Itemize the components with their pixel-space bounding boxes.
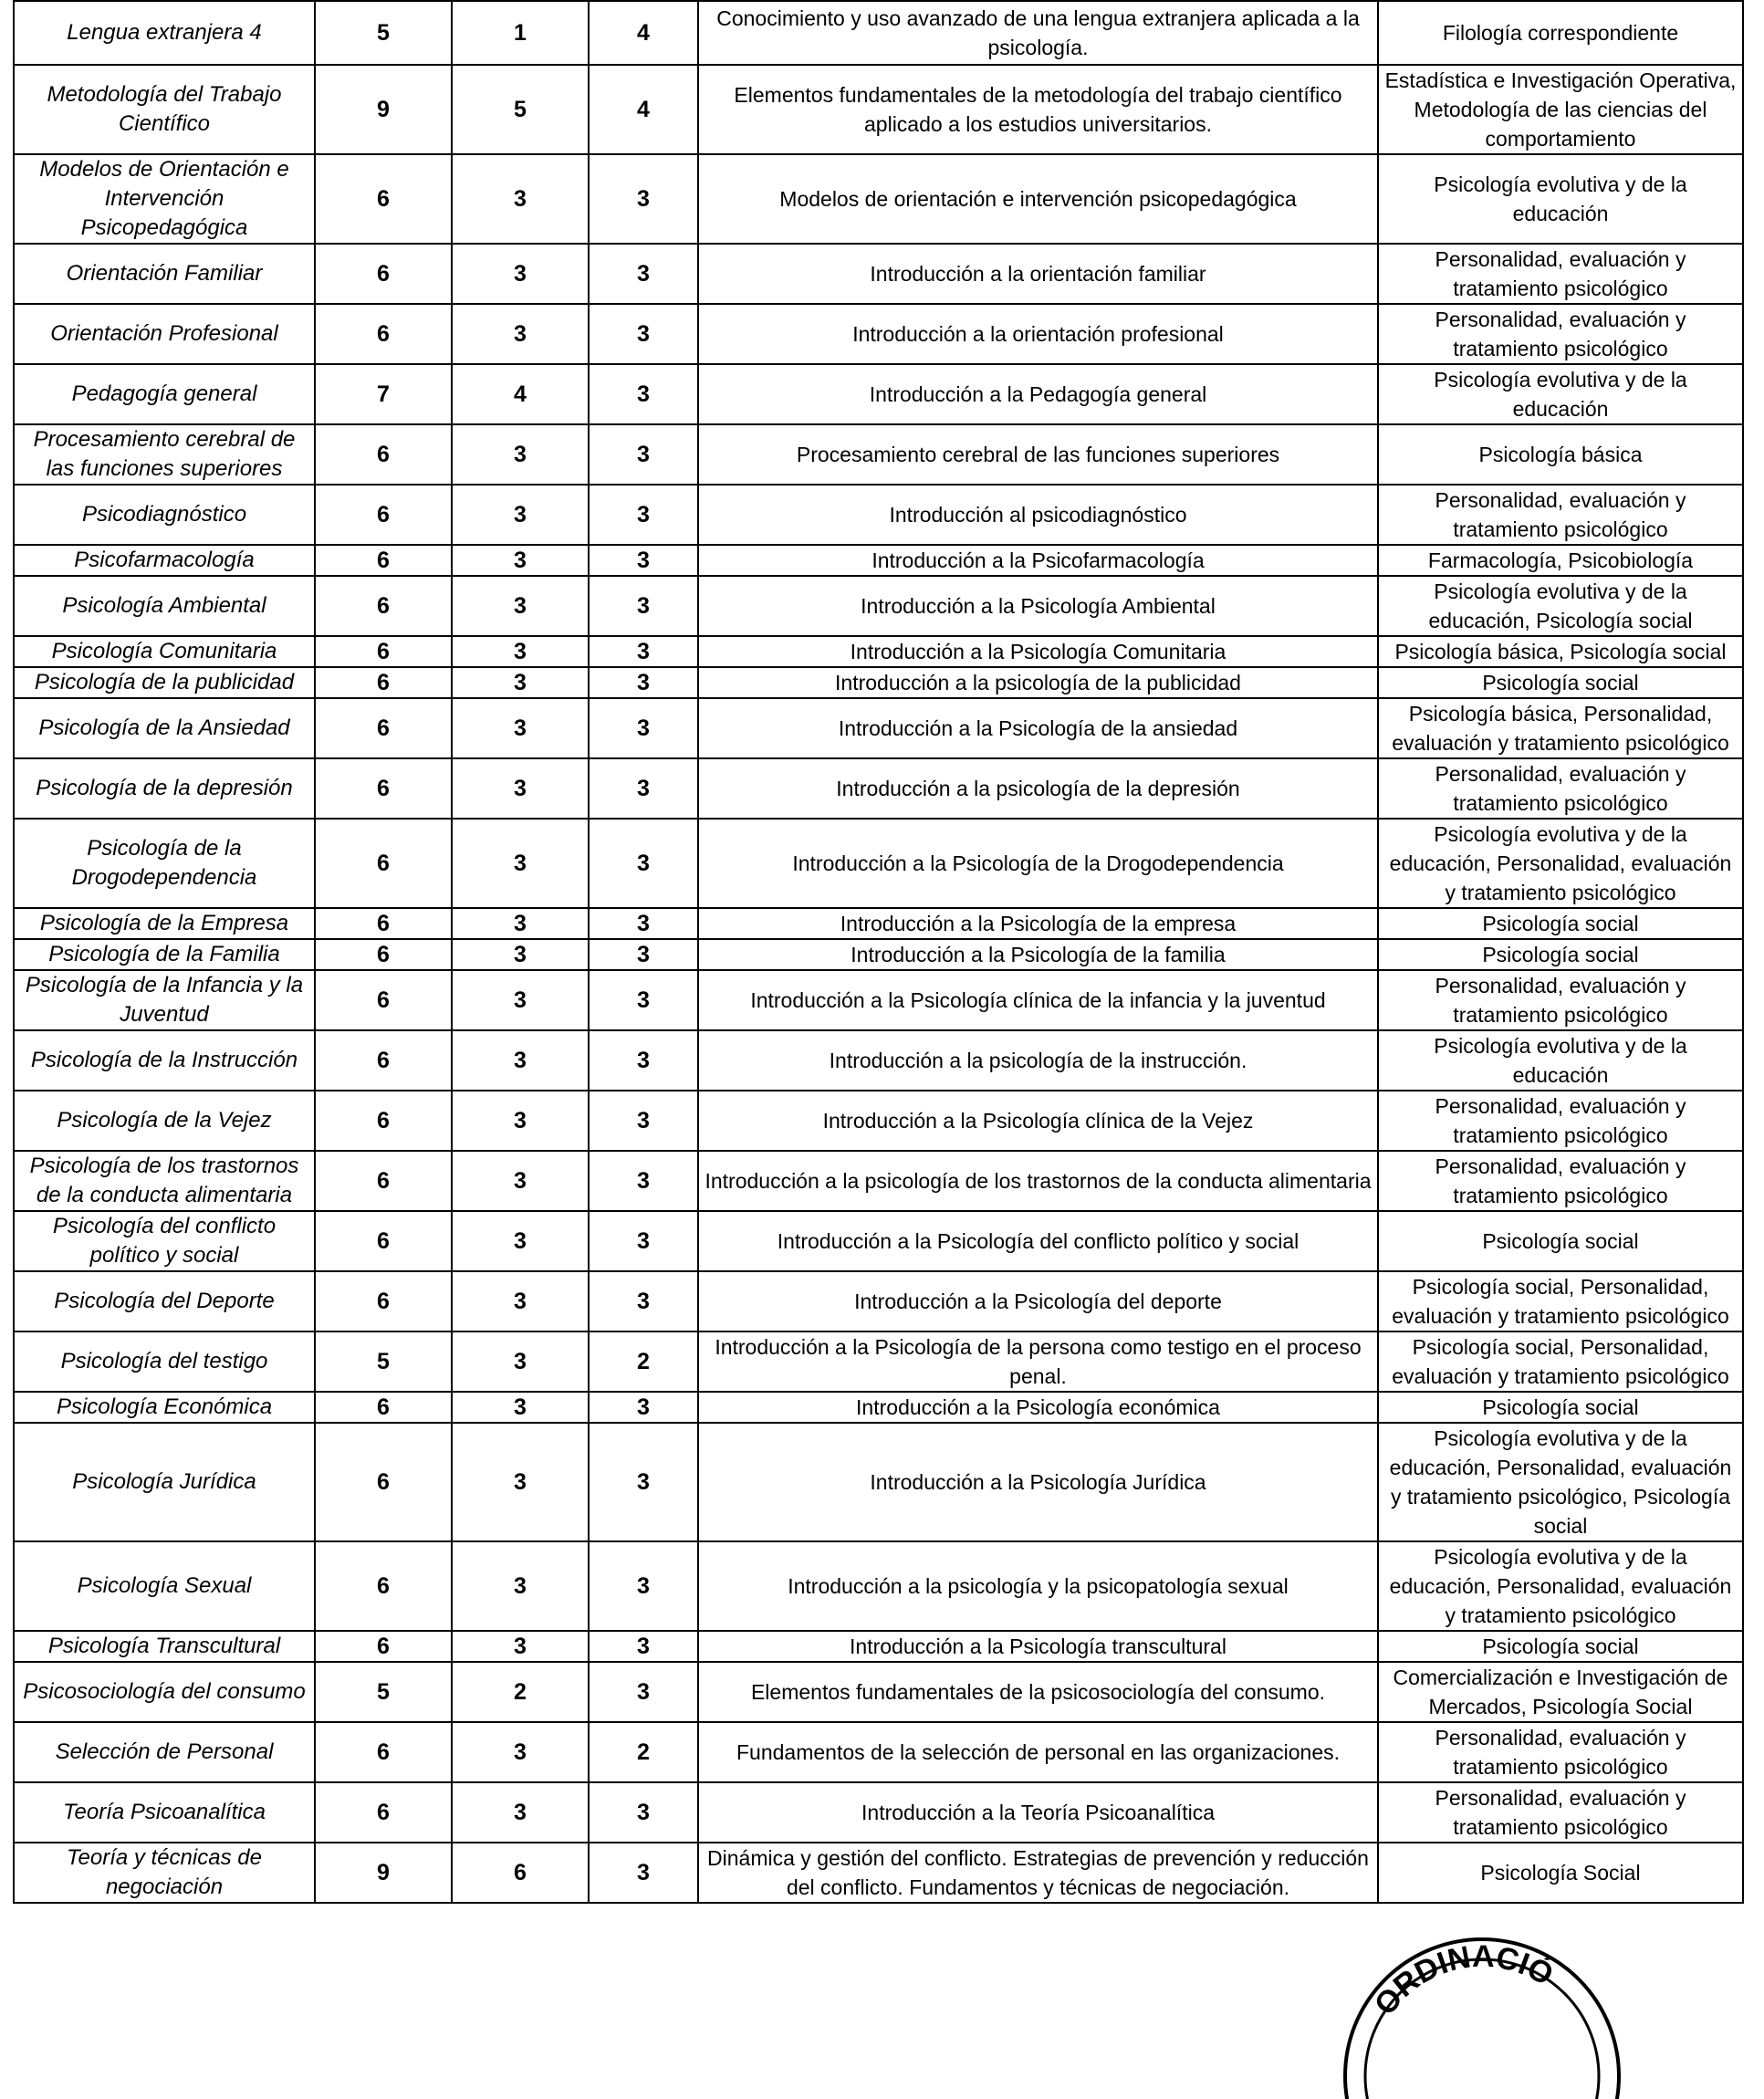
- official-stamp: [1336, 1916, 1628, 2099]
- course-name-cell: Pedagogía general: [14, 364, 315, 424]
- course-name-cell: Psicología de la Familia: [14, 939, 315, 970]
- table-row: [14, 154, 1743, 244]
- course-name-cell: Psicodiagnóstico: [14, 485, 315, 545]
- table-row: [14, 304, 1743, 364]
- practical-credits-cell: 3: [589, 1662, 698, 1722]
- table-row: [14, 424, 1743, 485]
- table-row: [14, 1782, 1743, 1843]
- theory-credits-cell: 3: [452, 1631, 589, 1662]
- total-credits-cell: 6: [315, 636, 452, 667]
- description-cell: Introducción a la psicología de la instrucción.: [698, 1030, 1378, 1091]
- knowledge-area-cell: Psicología social: [1378, 667, 1743, 698]
- description-cell: Introducción a la Psicología económica: [698, 1392, 1378, 1423]
- table-row: [14, 1631, 1743, 1662]
- total-credits-cell: 6: [315, 1030, 452, 1091]
- knowledge-area-cell: Psicología evolutiva y de la educación: [1378, 364, 1743, 424]
- theory-credits-cell: 1: [452, 1, 589, 65]
- description-cell: Introducción a la Pedagogía general: [698, 364, 1378, 424]
- total-credits-cell: 6: [315, 304, 452, 364]
- practical-credits-cell: 3: [589, 154, 698, 244]
- total-credits-cell: 6: [315, 908, 452, 939]
- table-row: [14, 698, 1743, 758]
- theory-credits-cell: 3: [452, 758, 589, 819]
- practical-credits-cell: 4: [589, 1, 698, 65]
- description-cell: Introducción a la Psicología clínica de la infancia y la juventud: [698, 970, 1378, 1030]
- total-credits-cell: 6: [315, 1211, 452, 1271]
- practical-credits-cell: 3: [589, 1843, 698, 1903]
- description-cell: Procesamiento cerebral de las funciones superiores: [698, 424, 1378, 485]
- practical-credits-cell: 3: [589, 908, 698, 939]
- practical-credits-cell: 3: [589, 1271, 698, 1331]
- practical-credits-cell: 3: [589, 1211, 698, 1271]
- knowledge-area-cell: Estadística e Investigación Operativa, Metodología de las ciencias del comportamiento: [1378, 65, 1743, 154]
- total-credits-cell: 6: [315, 1151, 452, 1211]
- stamp-text: ORDINACIÓ: [1367, 1938, 1560, 2022]
- description-cell: Introducción a la Psicología Jurídica: [698, 1423, 1378, 1541]
- total-credits-cell: 6: [315, 1091, 452, 1151]
- theory-credits-cell: 3: [452, 970, 589, 1030]
- description-cell: Introducción a la Psicología Comunitaria: [698, 636, 1378, 667]
- theory-credits-cell: 3: [452, 1030, 589, 1091]
- practical-credits-cell: 3: [589, 970, 698, 1030]
- description-cell: Introducción a la Psicología clínica de la Vejez: [698, 1091, 1378, 1151]
- total-credits-cell: 6: [315, 1722, 452, 1782]
- total-credits-cell: 6: [315, 1271, 452, 1331]
- practical-credits-cell: 3: [589, 667, 698, 698]
- theory-credits-cell: 3: [452, 424, 589, 485]
- practical-credits-cell: 3: [589, 304, 698, 364]
- total-credits-cell: 6: [315, 1541, 452, 1631]
- table-row: [14, 65, 1743, 154]
- practical-credits-cell: 3: [589, 698, 698, 758]
- course-name-cell: Lengua extranjera 4: [14, 1, 315, 65]
- total-credits-cell: 6: [315, 154, 452, 244]
- course-name-cell: Psicología Transcultural: [14, 1631, 315, 1662]
- table-row: [14, 939, 1743, 970]
- total-credits-cell: 6: [315, 1782, 452, 1843]
- theory-credits-cell: 3: [452, 939, 589, 970]
- course-name-cell: Psicología Comunitaria: [14, 636, 315, 667]
- practical-credits-cell: 3: [589, 244, 698, 304]
- table-row: [14, 1331, 1743, 1392]
- table-row: [14, 1662, 1743, 1722]
- total-credits-cell: 5: [315, 1662, 452, 1722]
- table-row: [14, 819, 1743, 908]
- table-row: [14, 1722, 1743, 1782]
- knowledge-area-cell: Psicología social: [1378, 1392, 1743, 1423]
- table-row: [14, 1271, 1743, 1331]
- theory-credits-cell: 3: [452, 1541, 589, 1631]
- knowledge-area-cell: Personalidad, evaluación y tratamiento psicológico: [1378, 1782, 1743, 1843]
- knowledge-area-cell: Psicología evolutiva y de la educación: [1378, 1030, 1743, 1091]
- description-cell: Introducción a la Psicología de la ansiedad: [698, 698, 1378, 758]
- total-credits-cell: 6: [315, 970, 452, 1030]
- total-credits-cell: 5: [315, 1331, 452, 1392]
- knowledge-area-cell: Personalidad, evaluación y tratamiento psicológico: [1378, 244, 1743, 304]
- description-cell: Introducción al psicodiagnóstico: [698, 485, 1378, 545]
- theory-credits-cell: 3: [452, 1782, 589, 1843]
- knowledge-area-cell: Psicología social: [1378, 1211, 1743, 1271]
- theory-credits-cell: 3: [452, 1211, 589, 1271]
- knowledge-area-cell: Psicología evolutiva y de la educación, Psicología social: [1378, 576, 1743, 636]
- total-credits-cell: 6: [315, 1631, 452, 1662]
- theory-credits-cell: 3: [452, 304, 589, 364]
- table-row: [14, 1151, 1743, 1211]
- description-cell: Fundamentos de la selección de personal en las organizaciones.: [698, 1722, 1378, 1782]
- total-credits-cell: 6: [315, 939, 452, 970]
- course-name-cell: Psicología de la Infancia y la Juventud: [14, 970, 315, 1030]
- knowledge-area-cell: Psicología básica, Psicología social: [1378, 636, 1743, 667]
- knowledge-area-cell: Filología correspondiente: [1378, 1, 1743, 65]
- course-name-cell: Psicología Ambiental: [14, 576, 315, 636]
- theory-credits-cell: 3: [452, 636, 589, 667]
- course-name-cell: Psicología del conflicto político y social: [14, 1211, 315, 1271]
- table-row: [14, 1, 1743, 65]
- course-name-cell: Psicología Jurídica: [14, 1423, 315, 1541]
- table-row: [14, 970, 1743, 1030]
- total-credits-cell: 6: [315, 485, 452, 545]
- knowledge-area-cell: Psicología social: [1378, 939, 1743, 970]
- practical-credits-cell: 3: [589, 364, 698, 424]
- description-cell: Introducción a la Psicología Ambiental: [698, 576, 1378, 636]
- description-cell: Introducción a la Psicología de la Drogodependencia: [698, 819, 1378, 908]
- table-row: [14, 636, 1743, 667]
- knowledge-area-cell: Psicología social: [1378, 908, 1743, 939]
- table-row: [14, 364, 1743, 424]
- description-cell: Introducción a la orientación familiar: [698, 244, 1378, 304]
- table-row: [14, 1030, 1743, 1091]
- total-credits-cell: 9: [315, 65, 452, 154]
- svg-text:ORDINACIÓ: [1368, 1939, 1560, 2021]
- description-cell: Introducción a la Psicología de la persona como testigo en el proceso penal.: [698, 1331, 1378, 1392]
- knowledge-area-cell: Personalidad, evaluación y tratamiento psicológico: [1378, 970, 1743, 1030]
- table-row: [14, 244, 1743, 304]
- table-row: [14, 1541, 1743, 1631]
- theory-credits-cell: 4: [452, 364, 589, 424]
- total-credits-cell: 6: [315, 576, 452, 636]
- practical-credits-cell: 4: [589, 65, 698, 154]
- knowledge-area-cell: Farmacología, Psicobiología: [1378, 545, 1743, 576]
- knowledge-area-cell: Psicología evolutiva y de la educación, Personalidad, evaluación y tratamiento psicológico: [1378, 1541, 1743, 1631]
- course-name-cell: Psicología de la Ansiedad: [14, 698, 315, 758]
- knowledge-area-cell: Personalidad, evaluación y tratamiento psicológico: [1378, 304, 1743, 364]
- knowledge-area-cell: Personalidad, evaluación y tratamiento psicológico: [1378, 485, 1743, 545]
- total-credits-cell: 7: [315, 364, 452, 424]
- theory-credits-cell: 3: [452, 667, 589, 698]
- description-cell: Introducción a la Psicología de la empresa: [698, 908, 1378, 939]
- course-name-cell: Psicología Sexual: [14, 1541, 315, 1631]
- theory-credits-cell: 3: [452, 1151, 589, 1211]
- course-name-cell: Psicología de la depresión: [14, 758, 315, 819]
- theory-credits-cell: 3: [452, 1423, 589, 1541]
- course-name-cell: Psicología del testigo: [14, 1331, 315, 1392]
- practical-credits-cell: 3: [589, 939, 698, 970]
- description-cell: Introducción a la psicología y la psicopatología sexual: [698, 1541, 1378, 1631]
- theory-credits-cell: 6: [452, 1843, 589, 1903]
- course-name-cell: Selección de Personal: [14, 1722, 315, 1782]
- practical-credits-cell: 3: [589, 424, 698, 485]
- description-cell: Introducción a la psicología de la publicidad: [698, 667, 1378, 698]
- total-credits-cell: 6: [315, 545, 452, 576]
- practical-credits-cell: 3: [589, 1423, 698, 1541]
- table-row: [14, 667, 1743, 698]
- theory-credits-cell: 2: [452, 1662, 589, 1722]
- knowledge-area-cell: Psicología evolutiva y de la educación, Personalidad, evaluación y tratamiento psicológico: [1378, 819, 1743, 908]
- theory-credits-cell: 3: [452, 908, 589, 939]
- description-cell: Introducción a la psicología de los trastornos de la conducta alimentaria: [698, 1151, 1378, 1211]
- practical-credits-cell: 3: [589, 576, 698, 636]
- description-cell: Introducción a la Psicología de la familia: [698, 939, 1378, 970]
- course-name-cell: Psicología de la Empresa: [14, 908, 315, 939]
- description-cell: Elementos fundamentales de la psicosociología del consumo.: [698, 1662, 1378, 1722]
- theory-credits-cell: 3: [452, 545, 589, 576]
- course-name-cell: Psicofarmacología: [14, 545, 315, 576]
- course-name-cell: Orientación Profesional: [14, 304, 315, 364]
- knowledge-area-cell: Psicología Social: [1378, 1843, 1743, 1903]
- table-row: [14, 1392, 1743, 1423]
- theory-credits-cell: 5: [452, 65, 589, 154]
- total-credits-cell: 6: [315, 1392, 452, 1423]
- table-row: [14, 908, 1743, 939]
- description-cell: Introducción a la orientación profesional: [698, 304, 1378, 364]
- practical-credits-cell: 3: [589, 636, 698, 667]
- knowledge-area-cell: Psicología básica, Personalidad, evaluación y tratamiento psicológico: [1378, 698, 1743, 758]
- table-row: [14, 576, 1743, 636]
- course-name-cell: Psicología de la Instrucción: [14, 1030, 315, 1091]
- theory-credits-cell: 3: [452, 576, 589, 636]
- knowledge-area-cell: Psicología social, Personalidad, evaluación y tratamiento psicológico: [1378, 1331, 1743, 1392]
- course-name-cell: Procesamiento cerebral de las funciones superiores: [14, 424, 315, 485]
- table-row: [14, 1091, 1743, 1151]
- knowledge-area-cell: Personalidad, evaluación y tratamiento psicológico: [1378, 758, 1743, 819]
- table-row: [14, 485, 1743, 545]
- description-cell: Introducción a la Psicología del conflicto político y social: [698, 1211, 1378, 1271]
- knowledge-area-cell: Psicología evolutiva y de la educación: [1378, 154, 1743, 244]
- total-credits-cell: 6: [315, 1423, 452, 1541]
- theory-credits-cell: 3: [452, 244, 589, 304]
- course-name-cell: Teoría y técnicas de negociación: [14, 1843, 315, 1903]
- theory-credits-cell: 3: [452, 154, 589, 244]
- knowledge-area-cell: Psicología social, Personalidad, evaluación y tratamiento psicológico: [1378, 1271, 1743, 1331]
- theory-credits-cell: 3: [452, 1331, 589, 1392]
- description-cell: Dinámica y gestión del conflicto. Estrategias de prevención y reducción del conflicto. Fundamentos y técnicas de negociación.: [698, 1843, 1378, 1903]
- practical-credits-cell: 3: [589, 1392, 698, 1423]
- table-row: [14, 1423, 1743, 1541]
- theory-credits-cell: 3: [452, 698, 589, 758]
- knowledge-area-cell: Comercialización e Investigación de Mercados, Psicología Social: [1378, 1662, 1743, 1722]
- practical-credits-cell: 3: [589, 1151, 698, 1211]
- knowledge-area-cell: Personalidad, evaluación y tratamiento psicológico: [1378, 1091, 1743, 1151]
- practical-credits-cell: 3: [589, 1541, 698, 1631]
- table-row: [14, 1211, 1743, 1271]
- description-cell: Elementos fundamentales de la metodología del trabajo científico aplicado a los estudios universitarios.: [698, 65, 1378, 154]
- practical-credits-cell: 3: [589, 1030, 698, 1091]
- course-name-cell: Psicología del Deporte: [14, 1271, 315, 1331]
- table-row: [14, 758, 1743, 819]
- practical-credits-cell: 3: [589, 545, 698, 576]
- description-cell: Modelos de orientación e intervención psicopedagógica: [698, 154, 1378, 244]
- total-credits-cell: 6: [315, 244, 452, 304]
- practical-credits-cell: 3: [589, 1631, 698, 1662]
- knowledge-area-cell: Psicología evolutiva y de la educación, Personalidad, evaluación y tratamiento psicológico, Psicología social: [1378, 1423, 1743, 1541]
- course-name-cell: Psicología de los trastornos de la conducta alimentaria: [14, 1151, 315, 1211]
- course-name-cell: Metodología del Trabajo Científico: [14, 65, 315, 154]
- practical-credits-cell: 3: [589, 819, 698, 908]
- total-credits-cell: 5: [315, 1, 452, 65]
- total-credits-cell: 6: [315, 698, 452, 758]
- course-name-cell: Psicología de la Vejez: [14, 1091, 315, 1151]
- knowledge-area-cell: Psicología social: [1378, 1631, 1743, 1662]
- total-credits-cell: 9: [315, 1843, 452, 1903]
- theory-credits-cell: 3: [452, 1392, 589, 1423]
- table-row: [14, 545, 1743, 576]
- course-name-cell: Orientación Familiar: [14, 244, 315, 304]
- total-credits-cell: 6: [315, 819, 452, 908]
- total-credits-cell: 6: [315, 424, 452, 485]
- total-credits-cell: 6: [315, 758, 452, 819]
- description-cell: Conocimiento y uso avanzado de una lengua extranjera aplicada a la psicología.: [698, 1, 1378, 65]
- description-cell: Introducción a la Psicología transcultural: [698, 1631, 1378, 1662]
- course-name-cell: Psicología de la Drogodependencia: [14, 819, 315, 908]
- description-cell: Introducción a la Psicología del deporte: [698, 1271, 1378, 1331]
- practical-credits-cell: 3: [589, 758, 698, 819]
- practical-credits-cell: 3: [589, 485, 698, 545]
- description-cell: Introducción a la Teoría Psicoanalítica: [698, 1782, 1378, 1843]
- practical-credits-cell: 2: [589, 1722, 698, 1782]
- description-cell: Introducción a la Psicofarmacología: [698, 545, 1378, 576]
- course-name-cell: Psicología Económica: [14, 1392, 315, 1423]
- course-table-page: [13, 0, 1742, 2022]
- course-table: [13, 0, 1744, 1904]
- theory-credits-cell: 3: [452, 819, 589, 908]
- course-name-cell: Teoría Psicoanalítica: [14, 1782, 315, 1843]
- course-table-body: [14, 1, 1743, 1903]
- description-cell: Introducción a la psicología de la depresión: [698, 758, 1378, 819]
- course-name-cell: Psicosociología del consumo: [14, 1662, 315, 1722]
- theory-credits-cell: 3: [452, 1722, 589, 1782]
- theory-credits-cell: 3: [452, 1091, 589, 1151]
- practical-credits-cell: 3: [589, 1782, 698, 1843]
- knowledge-area-cell: Personalidad, evaluación y tratamiento psicológico: [1378, 1722, 1743, 1782]
- total-credits-cell: 6: [315, 667, 452, 698]
- practical-credits-cell: 3: [589, 1091, 698, 1151]
- course-name-cell: Psicología de la publicidad: [14, 667, 315, 698]
- theory-credits-cell: 3: [452, 485, 589, 545]
- table-row: [14, 1843, 1743, 1903]
- course-name-cell: Modelos de Orientación e Intervención Psicopedagógica: [14, 154, 315, 244]
- knowledge-area-cell: Personalidad, evaluación y tratamiento psicológico: [1378, 1151, 1743, 1211]
- theory-credits-cell: 3: [452, 1271, 589, 1331]
- practical-credits-cell: 2: [589, 1331, 698, 1392]
- knowledge-area-cell: Psicología básica: [1378, 424, 1743, 485]
